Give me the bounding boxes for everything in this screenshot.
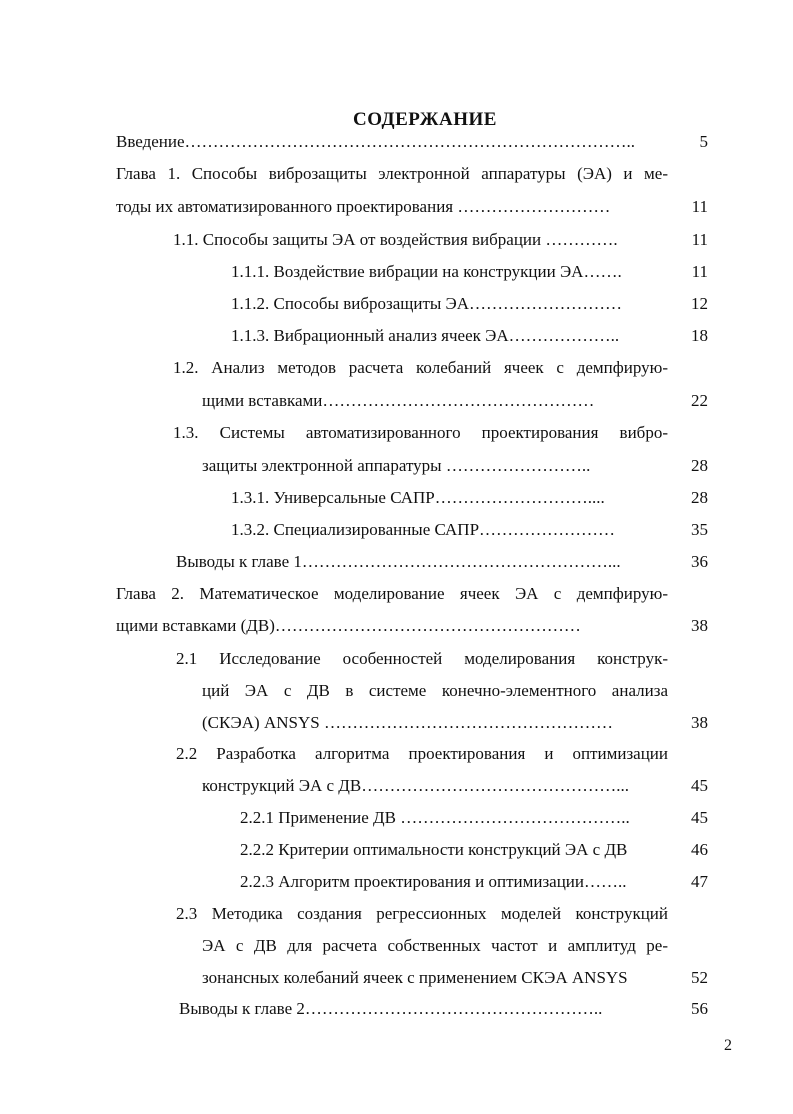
toc-entry-text: 2.2.2 Критерии оптимальности конструкций ЭА с ДВ: [240, 840, 628, 859]
toc-page-number: 38: [691, 713, 708, 732]
toc-entry-text: зонансных колебаний ячеек с применением СКЭА ANSYS: [202, 968, 628, 987]
toc-entry-text: ций ЭА с ДВ в системе конечно-элементного анализа: [202, 681, 668, 700]
toc-entry-text: 1.1.2. Способы виброзащиты ЭА………………………: [231, 294, 623, 313]
toc-page-number: 36: [691, 552, 708, 571]
toc-entry-text: 1.3.2. Специализированные САПР……………………: [231, 520, 616, 539]
toc-page-number: 52: [691, 968, 708, 987]
toc-entry-text: Введение……………………………………………………………………..: [116, 132, 636, 151]
toc-entry-text: Глава 1. Способы виброзащиты электронной аппаратуры (ЭА) и ме-: [116, 164, 668, 183]
toc-page-number: 5: [699, 132, 708, 151]
toc-page-number: 45: [691, 808, 708, 827]
toc-page-number: 35: [691, 520, 708, 539]
toc-entry-text: ЭА с ДВ для расчета собственных частот и амплитуд ре-: [202, 936, 668, 955]
toc-page-number: 28: [691, 456, 708, 475]
toc-entry-text: (СКЭА) ANSYS ……………………………………………: [202, 713, 613, 732]
toc-entry-text: щими вставками…………………………………………: [202, 391, 595, 410]
toc-entry-text: 2.3 Методика создания регрессионных моделей конструкций: [176, 904, 668, 923]
toc-entry-text: 2.2.1 Применение ДВ …………………………………..: [240, 808, 630, 827]
toc-page-number: 11: [691, 197, 708, 216]
toc-page-number: 18: [691, 326, 708, 345]
page-number: 2: [724, 1037, 732, 1054]
toc-entry-text: Глава 2. Математическое моделирование ячеек ЭА с демпфирую-: [116, 584, 668, 603]
toc-entry-text: 2.2 Разработка алгоритма проектирования и оптимизации: [176, 744, 668, 763]
toc-entry-text: 2.1 Исследование особенностей моделирования конструк-: [176, 649, 668, 668]
toc-page-number: 45: [691, 776, 708, 795]
toc-page-number: 12: [691, 294, 708, 313]
toc-page-number: 11: [691, 262, 708, 281]
toc-page-number: 38: [691, 616, 708, 635]
toc-page-number: 22: [691, 391, 708, 410]
toc-entry-text: 1.3. Системы автоматизированного проектирования вибро-: [173, 423, 668, 442]
toc-entry-text: тоды их автоматизированного проектирования ………………………: [116, 197, 611, 216]
toc-entry-text: Выводы к главе 1………………………………………………...: [176, 552, 621, 571]
toc-entry-text: 2.2.3 Алгоритм проектирования и оптимизации……..: [240, 872, 627, 891]
toc-entry-text: 1.1.1. Воздействие вибрации на конструкции ЭА…….: [231, 262, 622, 281]
toc-page-number: 56: [691, 999, 708, 1018]
toc-page-number: 11: [691, 230, 708, 249]
toc-entry-text: 1.1. Способы защиты ЭА от воздействия вибрации ………….: [173, 230, 618, 249]
toc-entry-text: 1.2. Анализ методов расчета колебаний ячеек с демпфирую-: [173, 358, 668, 377]
toc-page-number: 28: [691, 488, 708, 507]
toc-entry-text: щими вставками (ДВ)………………………………………………: [116, 616, 581, 635]
toc-entry-text: конструкций ЭА с ДВ………………………………………...: [202, 776, 629, 795]
toc-entry-text: защиты электронной аппаратуры ……………………..: [202, 456, 591, 475]
toc-page-number: 47: [691, 872, 708, 891]
page-title: СОДЕРЖАНИЕ: [353, 109, 497, 130]
toc-entry-text: 1.1.3. Вибрационный анализ ячеек ЭА………………..: [231, 326, 620, 345]
toc-entry-text: 1.3.1. Универсальные САПР………………………....: [231, 488, 605, 507]
toc-entry-text: Выводы к главе 2……………………………………………..: [179, 999, 603, 1018]
toc-page-number: 46: [691, 840, 708, 859]
